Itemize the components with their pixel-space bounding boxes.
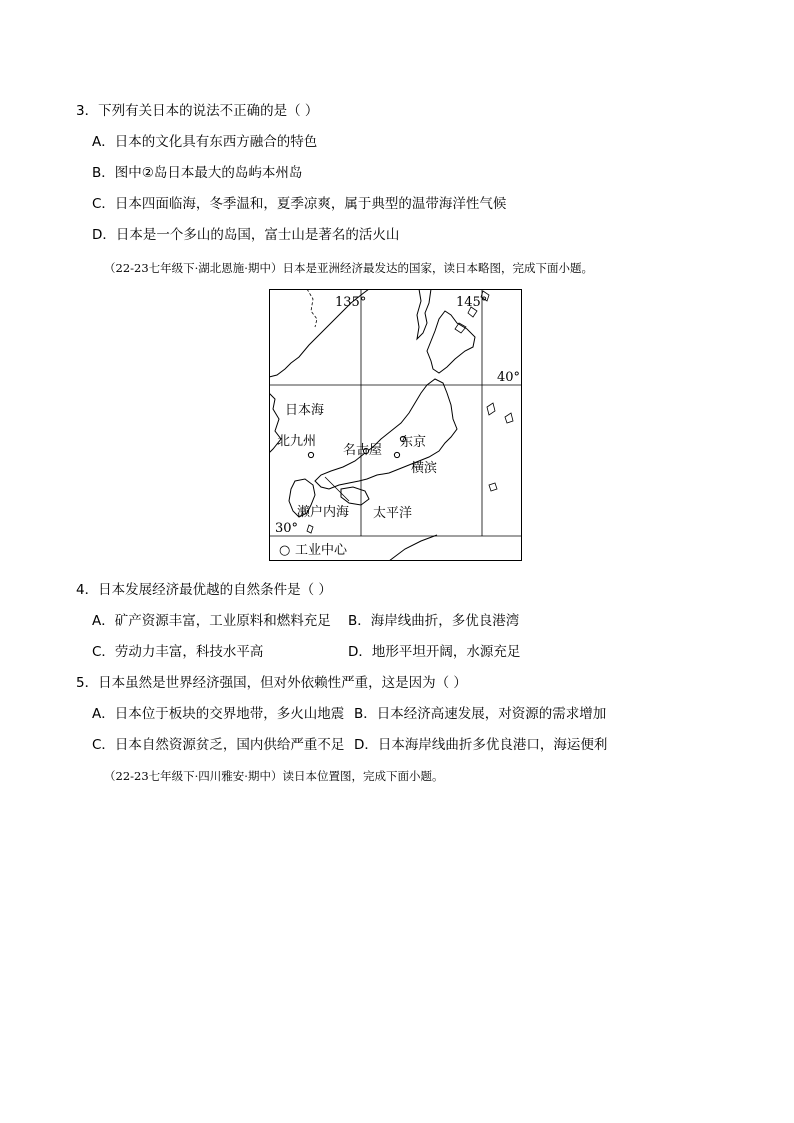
longitude-145-label: 145° <box>456 295 488 310</box>
latitude-30-label: 30° <box>275 521 299 536</box>
seto-inland-sea-label: 濑户内海 <box>297 505 350 520</box>
japan-sketch-map <box>269 289 522 561</box>
latitude-40-label: 40° <box>497 370 521 385</box>
question-5-option-c: C．日本自然资源贫乏，国内供给严重不足 <box>92 737 345 753</box>
material-intro-2: （22-23七年级下·四川雅安·期中）读日本位置图，完成下面小题。 <box>104 769 444 783</box>
longitude-135-label: 135° <box>335 295 367 310</box>
question-4-option-a: A．矿产资源丰富，工业原料和燃料充足 <box>92 613 331 629</box>
legend-symbol: ○ <box>279 543 291 558</box>
question-5-option-b: B．日本经济高速发展，对资源的需求增加 <box>354 706 607 722</box>
question-4-option-b: B．海岸线曲折，多优良港湾 <box>348 613 520 629</box>
question-3-option-b: B．图中②岛日本最大的岛屿本州岛 <box>92 165 303 181</box>
question-4-option-c: C．劳动力丰富，科技水平高 <box>92 644 264 660</box>
legend-label: 工业中心 <box>295 543 348 558</box>
yokohama-marker <box>394 452 399 457</box>
kitakyushu-label: 北九州 <box>277 434 317 449</box>
question-5-option-d: D．日本海岸线曲折多优良港口，海运便利 <box>354 737 608 753</box>
nagoya-label: 名古屋 <box>343 443 383 458</box>
pacific-ocean-label: 太平洋 <box>373 506 413 521</box>
yokohama-label: 横滨 <box>411 461 438 476</box>
question-5-option-a: A．日本位于板块的交界地带，多火山地震 <box>92 706 345 722</box>
material-intro-1: （22-23七年级下·湖北恩施·期中）日本是亚洲经济最发达的国家，读日本略图，完成下面小题。 <box>104 261 593 275</box>
sea-of-japan-label: 日本海 <box>285 403 325 418</box>
question-4-option-d: D．地形平坦开阔，水源充足 <box>348 644 521 660</box>
tokyo-label: 东京 <box>400 435 427 450</box>
question-3-option-d: D．日本是一个多山的岛国，富士山是著名的活火山 <box>92 227 400 243</box>
question-3-stem: 3．下列有关日本的说法不正确的是（ ） <box>76 103 319 119</box>
kitakyushu-marker <box>308 452 313 457</box>
question-4-stem: 4．日本发展经济最优越的自然条件是（ ） <box>76 582 332 598</box>
question-3-option-c: C．日本四面临海，冬季温和，夏季凉爽，属于典型的温带海洋性气候 <box>92 196 507 212</box>
question-3-option-a: A．日本的文化具有东西方融合的特色 <box>92 134 318 150</box>
question-5-stem: 5．日本虽然是世界经济强国，但对外依赖性严重，这是因为（ ） <box>76 675 467 691</box>
